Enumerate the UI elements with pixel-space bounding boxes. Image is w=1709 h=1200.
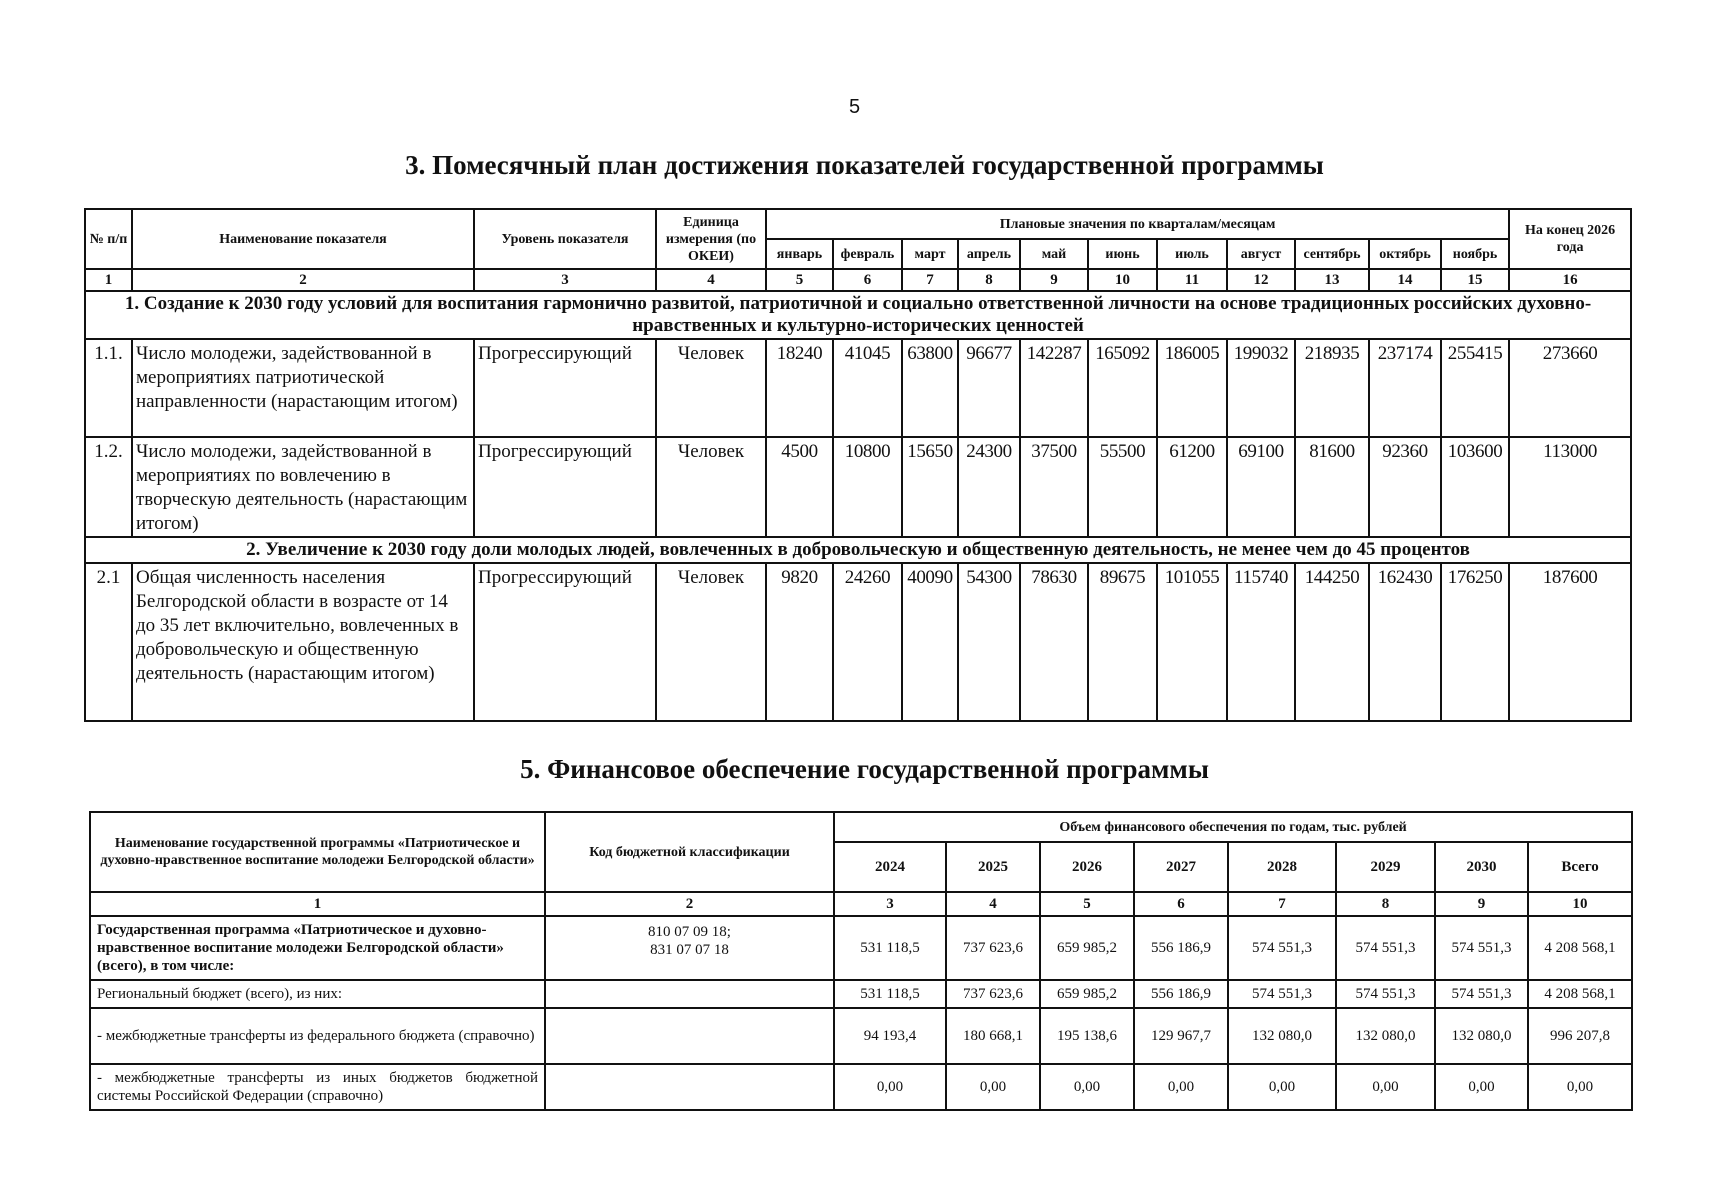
header-year: 2030 (1435, 842, 1528, 892)
header-program-name: Наименование государственной программы «Патриотическое и духовно-нравственное воспитание молодежи Белгородской области» (90, 812, 545, 892)
monthly-value: 142287 (1020, 339, 1088, 437)
header-year-end: На конец 2026 года (1509, 209, 1631, 269)
monthly-value: 24260 (833, 563, 902, 721)
amount: 0,00 (1134, 1064, 1228, 1110)
header-month: август (1227, 239, 1295, 269)
amount: 574 551,3 (1435, 916, 1528, 980)
section-5-title: 5. Финансовое обеспечение государственной программы (520, 754, 1209, 784)
header-budget-code: Код бюджетной классификации (545, 812, 834, 892)
column-number: 7 (902, 269, 958, 291)
amount: 531 118,5 (834, 980, 946, 1008)
monthly-value: 9820 (766, 563, 833, 721)
amount: 132 080,0 (1336, 1008, 1435, 1064)
header-month: ноябрь (1441, 239, 1509, 269)
regional-budget-name: Региональный бюджет (всего), из них: (90, 980, 545, 1008)
monthly-value: 61200 (1157, 437, 1227, 537)
amount: 531 118,5 (834, 916, 946, 980)
indicator-name: Число молодежи, задействованной в мероприятиях по вовлечению в творческую деятельность (нарастающим итогом) (132, 437, 474, 537)
column-number: 8 (1336, 892, 1435, 916)
column-number: 8 (958, 269, 1020, 291)
monthly-value: 96677 (958, 339, 1020, 437)
column-number: 1 (90, 892, 545, 916)
monthly-value: 37500 (1020, 437, 1088, 537)
budget-code: 810 07 09 18; 831 07 07 18 (545, 916, 834, 980)
amount: 574 551,3 (1228, 980, 1336, 1008)
column-number: 6 (833, 269, 902, 291)
amount: 556 186,9 (1134, 916, 1228, 980)
indicator-level: Прогрессирующий (474, 437, 656, 537)
amount: 132 080,0 (1435, 1008, 1528, 1064)
monthly-value: 24300 (958, 437, 1020, 537)
amount: 556 186,9 (1134, 980, 1228, 1008)
amount: 195 138,6 (1040, 1008, 1134, 1064)
amount: 574 551,3 (1336, 916, 1435, 980)
monthly-value: 18240 (766, 339, 833, 437)
row-number: 1.1. (85, 339, 132, 437)
header-month: май (1020, 239, 1088, 269)
header-month: июнь (1088, 239, 1157, 269)
monthly-value: 255415 (1441, 339, 1509, 437)
monthly-value: 162430 (1369, 563, 1441, 721)
header-planned-values: Плановые значения по кварталам/месяцам (766, 209, 1509, 239)
amount-total: 4 208 568,1 (1528, 916, 1632, 980)
header-month: январь (766, 239, 833, 269)
amount: 0,00 (946, 1064, 1040, 1110)
table-row (90, 1064, 1632, 1110)
indicator-name: Общая численность населения Белгородской области в возрасте от 14 до 35 лет включительно, вовлеченных в добровольческую и общественную деятельность (нарастающим итогом) (132, 563, 474, 721)
column-number: 6 (1134, 892, 1228, 916)
header-total: Всего (1528, 842, 1632, 892)
header-month: октябрь (1369, 239, 1441, 269)
column-number: 7 (1228, 892, 1336, 916)
column-number: 15 (1441, 269, 1509, 291)
monthly-value: 81600 (1295, 437, 1369, 537)
amount: 0,00 (1228, 1064, 1336, 1110)
header-num: № п/п (85, 209, 132, 269)
header-funding-volume: Объем финансового обеспечения по годам, тыс. рублей (834, 812, 1632, 842)
amount: 737 623,6 (946, 980, 1040, 1008)
amount-total: 996 207,8 (1528, 1008, 1632, 1064)
monthly-value: 10800 (833, 437, 902, 537)
year-end-value: 273660 (1509, 339, 1631, 437)
header-year: 2025 (946, 842, 1040, 892)
amount: 574 551,3 (1435, 980, 1528, 1008)
column-number: 16 (1509, 269, 1631, 291)
table-row (85, 437, 1631, 537)
program-total-name: Государственная программа «Патриотическое и духовно-нравственное воспитание молодежи Белгородской области» (всего), в том числе: (90, 916, 545, 980)
column-number: 9 (1020, 269, 1088, 291)
monthly-value: 40090 (902, 563, 958, 721)
monthly-value: 54300 (958, 563, 1020, 721)
column-number: 14 (1369, 269, 1441, 291)
budget-code (545, 1064, 834, 1110)
monthly-value: 4500 (766, 437, 833, 537)
table-row (90, 1008, 1632, 1064)
table-row (85, 339, 1631, 437)
monthly-value: 103600 (1441, 437, 1509, 537)
indicator-unit: Человек (656, 437, 766, 537)
column-number: 4 (946, 892, 1040, 916)
amount: 0,00 (834, 1064, 946, 1110)
column-number: 3 (834, 892, 946, 916)
amount: 94 193,4 (834, 1008, 946, 1064)
header-year: 2026 (1040, 842, 1134, 892)
budget-code (545, 1008, 834, 1064)
indicator-name: Число молодежи, задействованной в мероприятиях патриотической направленности (нарастающим итогом) (132, 339, 474, 437)
amount-total: 0,00 (1528, 1064, 1632, 1110)
goal-2-heading: 2. Увеличение к 2030 году доли молодых людей, вовлеченных в добровольческую и общественную деятельность, не менее чем до 45 процентов (85, 537, 1631, 563)
row-number: 1.2. (85, 437, 132, 537)
header-year: 2029 (1336, 842, 1435, 892)
amount-total: 4 208 568,1 (1528, 980, 1632, 1008)
goal-1-heading: 1. Создание к 2030 году условий для воспитания гармонично развитой, патриотичной и социально ответственной личности на основе традиционных российских духовно-нравственных и культурно-исторических ценностей (85, 291, 1631, 339)
page-number: 5 (848, 96, 861, 118)
header-indicator-name: Наименование показателя (132, 209, 474, 269)
header-month: сентябрь (1295, 239, 1369, 269)
table-row (90, 980, 1632, 1008)
amount: 0,00 (1040, 1064, 1134, 1110)
column-number-row (90, 892, 1632, 916)
header-year: 2028 (1228, 842, 1336, 892)
amount: 0,00 (1435, 1064, 1528, 1110)
header-unit: Единица измерения (по ОКЕИ) (656, 209, 766, 269)
monthly-value: 218935 (1295, 339, 1369, 437)
column-number: 5 (1040, 892, 1134, 916)
amount: 132 080,0 (1228, 1008, 1336, 1064)
indicators-monthly-plan-table (84, 208, 1632, 722)
monthly-value: 115740 (1227, 563, 1295, 721)
monthly-value: 237174 (1369, 339, 1441, 437)
header-month: март (902, 239, 958, 269)
monthly-value: 15650 (902, 437, 958, 537)
column-number: 9 (1435, 892, 1528, 916)
header-month: июль (1157, 239, 1227, 269)
header-year: 2024 (834, 842, 946, 892)
column-number: 12 (1227, 269, 1295, 291)
monthly-value: 144250 (1295, 563, 1369, 721)
amount: 574 551,3 (1336, 980, 1435, 1008)
column-number: 13 (1295, 269, 1369, 291)
monthly-value: 101055 (1157, 563, 1227, 721)
column-number: 11 (1157, 269, 1227, 291)
budget-code (545, 980, 834, 1008)
amount: 574 551,3 (1228, 916, 1336, 980)
amount: 180 668,1 (946, 1008, 1040, 1064)
column-number: 2 (132, 269, 474, 291)
column-number: 2 (545, 892, 834, 916)
table-row (85, 563, 1631, 721)
other-transfers-name: - межбюджетные трансферты из иных бюджетов бюджетной системы Российской Федерации (справочно) (90, 1064, 545, 1110)
header-indicator-level: Уровень показателя (474, 209, 656, 269)
column-number: 10 (1088, 269, 1157, 291)
indicator-unit: Человек (656, 339, 766, 437)
federal-transfers-name: - межбюджетные трансферты из федерального бюджета (справочно) (90, 1008, 545, 1064)
table-row (90, 916, 1632, 980)
indicator-level: Прогрессирующий (474, 339, 656, 437)
column-number: 4 (656, 269, 766, 291)
monthly-value: 89675 (1088, 563, 1157, 721)
amount: 659 985,2 (1040, 916, 1134, 980)
monthly-value: 199032 (1227, 339, 1295, 437)
monthly-value: 176250 (1441, 563, 1509, 721)
column-number-row (85, 269, 1631, 291)
monthly-value: 165092 (1088, 339, 1157, 437)
monthly-value: 69100 (1227, 437, 1295, 537)
header-year: 2027 (1134, 842, 1228, 892)
section-3-title: 3. Помесячный план достижения показателей государственной программы (405, 150, 1324, 180)
year-end-value: 187600 (1509, 563, 1631, 721)
monthly-value: 78630 (1020, 563, 1088, 721)
monthly-value: 55500 (1088, 437, 1157, 537)
amount: 659 985,2 (1040, 980, 1134, 1008)
financial-support-table (89, 811, 1633, 1111)
amount: 0,00 (1336, 1064, 1435, 1110)
indicator-unit: Человек (656, 563, 766, 721)
column-number: 10 (1528, 892, 1632, 916)
monthly-value: 186005 (1157, 339, 1227, 437)
header-month: февраль (833, 239, 902, 269)
amount: 737 623,6 (946, 916, 1040, 980)
monthly-value: 92360 (1369, 437, 1441, 537)
monthly-value: 63800 (902, 339, 958, 437)
header-month: апрель (958, 239, 1020, 269)
monthly-value: 41045 (833, 339, 902, 437)
column-number: 1 (85, 269, 132, 291)
column-number: 5 (766, 269, 833, 291)
column-number: 3 (474, 269, 656, 291)
row-number: 2.1 (85, 563, 132, 721)
year-end-value: 113000 (1509, 437, 1631, 537)
amount: 129 967,7 (1134, 1008, 1228, 1064)
indicator-level: Прогрессирующий (474, 563, 656, 721)
